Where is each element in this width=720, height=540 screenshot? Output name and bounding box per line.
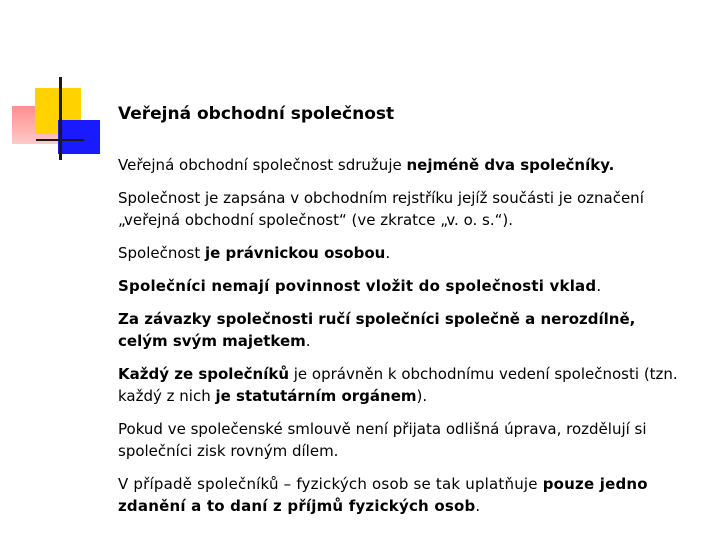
paragraph [118,242,688,264]
paragraph [118,418,688,462]
paragraph [118,154,688,176]
text-segment: je oprávněn k obchodnímu vedení společnosti (tzn. každý z nich [118,365,678,405]
paragraph [118,363,688,407]
slide-body [118,154,688,528]
text-segment: . [596,277,602,295]
paragraph [118,473,688,517]
paragraph [118,187,688,231]
text-segment-bold: Za závazky společnosti ručí společníci společně a nerozdílně, celým svým majetkem [118,310,636,350]
text-segment-bold: je statutárním orgánem [215,387,417,405]
text-segment: Společnost [118,244,206,262]
text-segment-bold: Společníci nemají povinnost vložit do společnosti vklad [118,277,597,295]
text-segment: sdružuje [333,156,407,174]
decor-vertical-line [59,77,62,160]
text-segment: ). [416,387,428,405]
text-segment-bold: Každý ze společníků [118,365,289,383]
text-segment: . [475,497,481,515]
text-segment: V případě společníků – fyzických osob se tak uplatňuje [118,475,543,493]
decor-blue-square [58,120,100,154]
paragraph [118,275,688,297]
text-segment: . [305,332,311,350]
text-segment-bold: pouze jedno zdanění a to daní z příjmů fyzických osob [118,475,648,515]
text-segment: . [385,244,391,262]
slide-title: Veřejná obchodní společnost [118,104,395,124]
text-segment: Veřejná obchodní společnost [118,156,334,174]
text-segment-bold: nejméně dva společníky. [406,156,615,174]
text-segment: Společnost je zapsána v obchodním rejstříku jejíž součásti je označení „veřejná obchodní společnost“ (ve zkratce „v. o. s.“). [118,189,644,229]
text-segment: Pokud ve společenské smlouvě není přijata odlišná úprava, rozdělují si společníci zisk rovným dílem. [118,420,647,460]
decor-horizontal-line [36,139,84,141]
paragraph [118,308,688,352]
text-segment-bold: je právnickou osobou [205,244,386,262]
